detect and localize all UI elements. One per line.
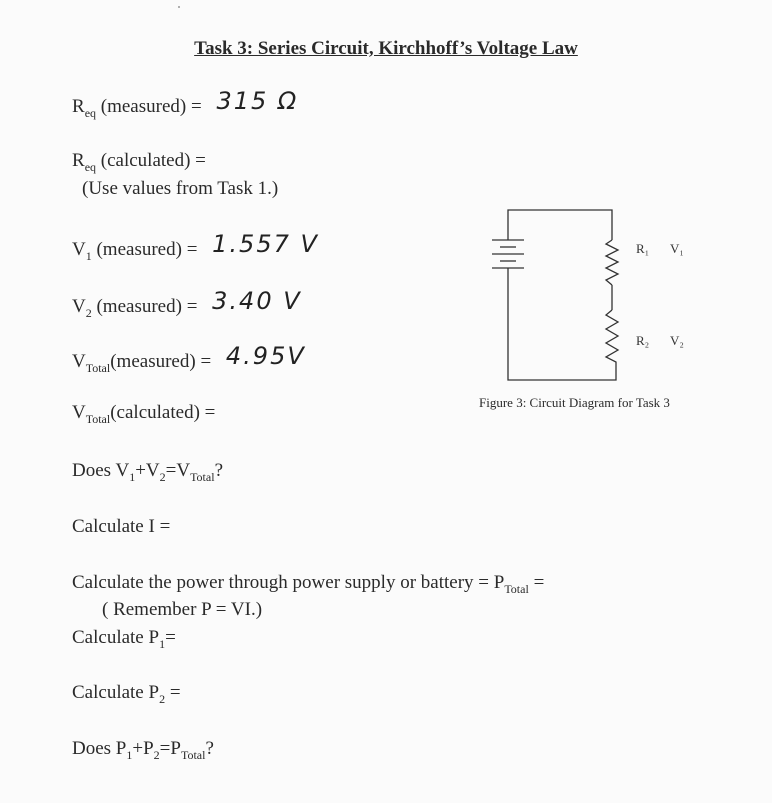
req-calculated-note: (Use values from Task 1.) (82, 178, 279, 199)
handwritten-answer: 315 Ω (216, 87, 299, 115)
power-total-line: Calculate the power through power supply or battery = $P_{Total}$ = (72, 572, 545, 596)
remember-note: ( Remember P = VI.) (102, 599, 263, 620)
calculate-p1-line: Calculate $P_1=$ (72, 627, 176, 651)
label-r1: R₁ (636, 241, 650, 256)
label-v2: V₂ (670, 333, 684, 348)
label-v1: V₁ (670, 241, 684, 256)
req-calculated-line: $R_{eq}$ (calculated) = (72, 150, 206, 174)
resistor-r1-icon (606, 240, 618, 285)
power-question: Does $P_1+P_2=P_{Total}$? (72, 738, 214, 762)
vtotal-calculated-line: $V_{Total}(calculated)$ = (72, 402, 216, 426)
calculate-p2-line: Calculate $P_2$ = (72, 682, 181, 706)
figure-caption: Figure 3: Circuit Diagram for Task 3 (479, 395, 670, 410)
v2-line: $V_2$ (measured) = 3.40 V (72, 287, 302, 320)
kvl-question: Does $V_1+V_2=V_{Total}$? (72, 460, 223, 484)
req-measured-line: $R_{eq}$ (measured) = 315 Ω (72, 87, 299, 120)
vtotal-measured-line: $V_{Total}(measured) = 4.95V$ (72, 342, 306, 375)
circuit-diagram (470, 200, 710, 390)
handwritten-answer: 3.40 V (212, 287, 302, 315)
handwritten-answer: 1.557 V (212, 230, 319, 258)
battery-icon (492, 240, 524, 268)
page-title: Task 3: Series Circuit, Kirchhoff’s Voltage Law (194, 38, 578, 59)
v1-line: $V_1$ (measured) = 1.557 V (72, 230, 319, 263)
resistor-r2-icon (606, 310, 618, 368)
label-r2: R₂ (636, 333, 650, 348)
circuit-wire-top (508, 210, 612, 240)
handwritten-answer: 4.95V (225, 342, 306, 370)
circuit-wire-bottom (508, 268, 616, 380)
speck (178, 6, 180, 8)
calculate-current-line: Calculate I = (72, 516, 171, 537)
